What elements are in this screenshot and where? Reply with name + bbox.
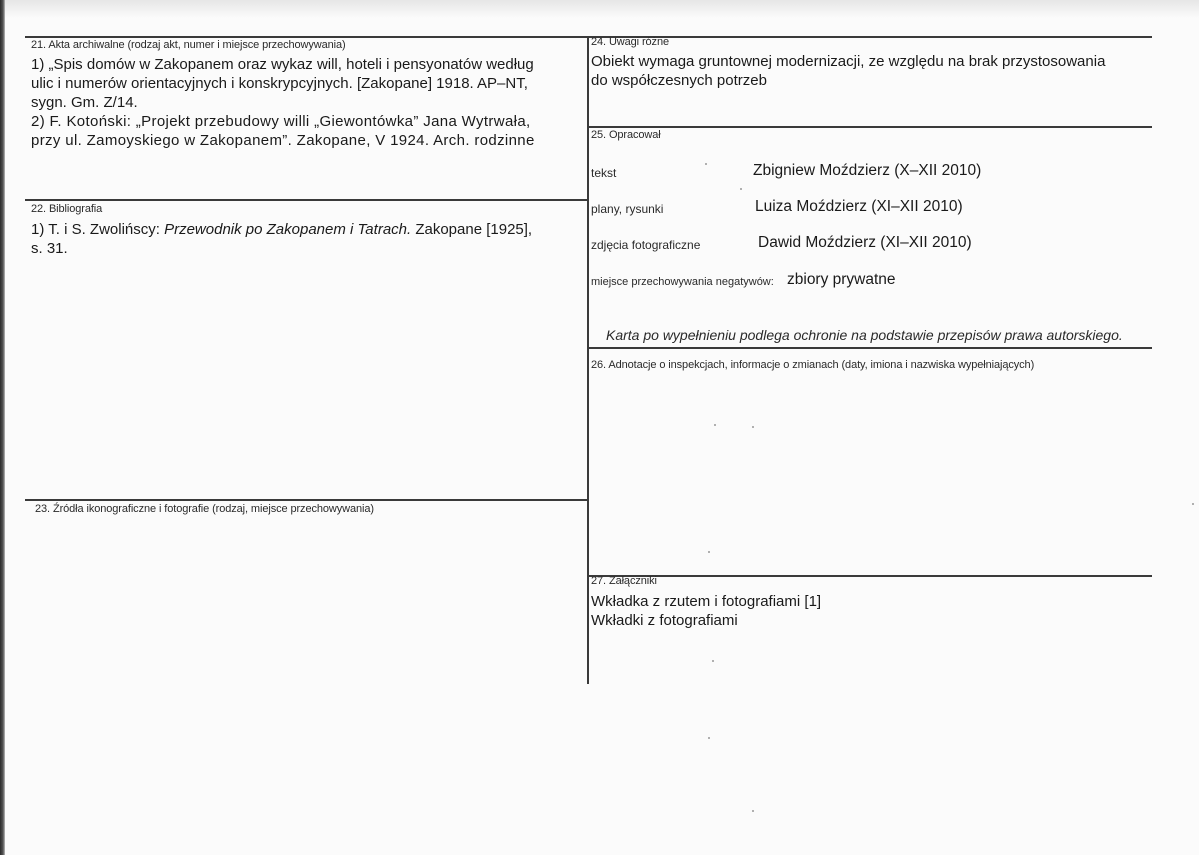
bibliography-publication: Zakopane [1925], [411,221,533,238]
rule-24-25 [587,126,1152,128]
section-21-content [31,55,535,150]
archive-entry-line: 1) „Spis domów w Zakopanem oraz wykaz will, hoteli i pensyonatów według [31,56,534,73]
attachment-item: Wkładki z fotografiami [591,612,738,629]
scan-speck [705,163,707,165]
scan-speck [714,424,716,426]
archive-entry-line: ulic i numerów orientacyjnych i konskrypcyjnych. [Zakopane] 1918. AP–NT, [31,75,528,92]
scan-shadow [0,0,1199,18]
scan-speck [708,737,710,739]
section-23-label: 23. Źródła ikonograficzne i fotografie (rodzaj, miejsce przechowywania) [35,503,374,515]
section-27-content [591,592,821,630]
section-25-label: 25. Opracował [591,129,661,141]
credit-value: Luiza Moździerz (XI–XII 2010) [755,198,963,215]
scan-speck [708,551,710,553]
attachment-item: Wkładka z rzutem i fotografiami [1] [591,593,822,610]
section-24-label: 24. Uwagi różne [591,36,669,48]
rule-22-23 [25,499,587,501]
remarks-line: do współczesnych potrzeb [591,72,767,89]
remarks-line: Obiekt wymaga gruntownej modernizacji, ze względu na brak przystosowania [591,53,1106,70]
credit-value: Dawid Moździerz (XI–XII 2010) [758,234,972,251]
section-21-label: 21. Akta archiwalne (rodzaj akt, numer i miejsce przechowywania) [31,39,346,51]
section-24-content [591,52,1105,90]
section-22-label: 22. Bibliografia [31,203,103,215]
credit-key: tekst [591,166,617,180]
credit-key: plany, rysunki [591,202,664,216]
credit-value: Zbigniew Moździerz (X–XII 2010) [753,162,982,179]
rule-25-26 [587,347,1152,349]
section-26-label: 26. Adnotacje o inspekcjach, informacje o zmianach (daty, imiona i nazwiska wypełniających) [591,359,1035,371]
scan-speck [1192,503,1194,505]
archive-entry-line: sygn. Gm. Z/14. [31,94,138,111]
credit-key: miejsce przechowywania negatywów: [591,276,774,288]
scan-speck [740,188,742,190]
column-divider [587,36,589,684]
rule-26-27 [587,575,1152,577]
section-22-content [31,220,532,258]
scan-speck [752,426,754,428]
bibliography-title: Przewodnik po Zakopanem i Tatrach. [164,221,412,238]
copyright-notice: Karta po wypełnieniu podlega ochronie na podstawie przepisów prawa autorskiego. [606,327,1123,343]
credit-key: zdjęcia fotograficzne [591,238,701,252]
bibliography-page: s. 31. [31,240,68,257]
section-27-label: 27. Załączniki [591,575,657,587]
archive-entry-line: 2) F. Kotoński: „Projekt przebudowy willi „Giewontówka” Jana Wytrwała, [31,113,531,130]
scan-speck [712,660,714,662]
scan-speck [752,810,754,812]
archive-entry-line: przy ul. Zamoyskiego w Zakopanem”. Zakopane, V 1924. Arch. rodzinne [31,132,535,149]
scan-edge [0,0,5,855]
rule-21-22 [25,199,587,201]
bibliography-authors: 1) T. i S. Zwolińscy: [31,221,165,238]
bibliography-entry [31,220,532,239]
credit-value: zbiory prywatne [787,271,896,288]
